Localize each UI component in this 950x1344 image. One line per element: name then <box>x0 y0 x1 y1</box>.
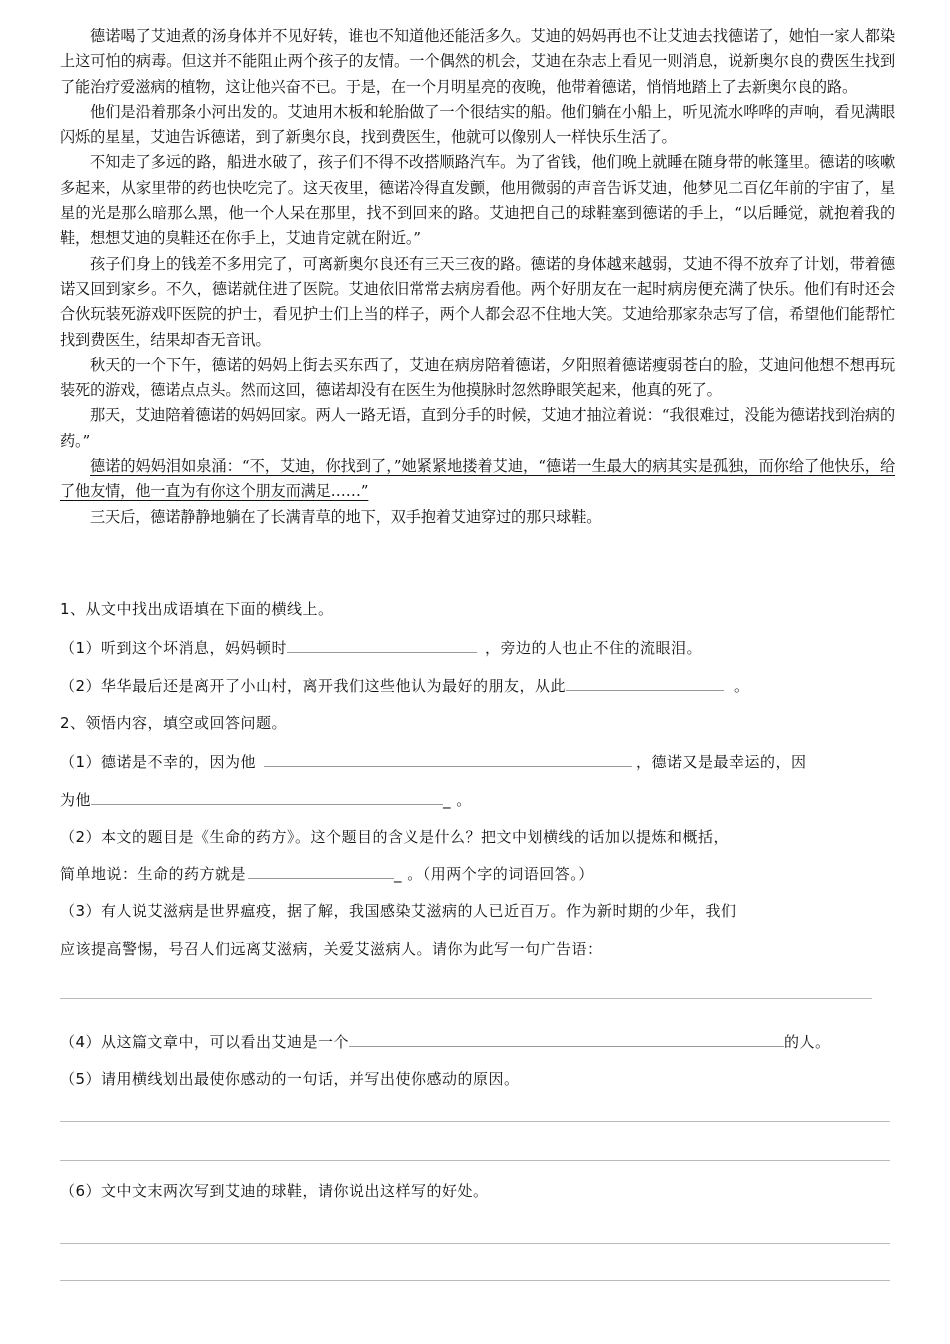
question-2-4-text-b: 的人。 <box>784 1033 831 1051</box>
answer-blank-2-1-b[interactable] <box>91 788 443 805</box>
question-2-1-text-c: 为他 <box>60 791 92 809</box>
answer-line-2-3[interactable] <box>60 998 872 999</box>
question-1-2-text-b: 。 <box>734 677 750 695</box>
question-1-title: 1、从文中找出成语填在下面的横线上。 <box>60 600 334 618</box>
question-2-1-line-2 <box>60 788 472 810</box>
answer-blank-1-2[interactable] <box>566 674 724 691</box>
question-2-1-line-1 <box>60 750 807 772</box>
question-1-2 <box>60 674 750 696</box>
question-1-1-text-b: ，旁边的人也止不住的流眼泪。 <box>485 639 703 657</box>
passage-paragraph-2: 他们是沿着那条小河出发的。艾迪用木板和轮胎做了一个很结实的船。他们躺在小船上，听见流水哗哗的声响，看见满眼闪烁的星星，艾迪告诉德诺，到了新奥尔良，找到费医生，他就可以像别人一样快乐生活了。 <box>60 102 895 147</box>
answer-line-2-5-a[interactable] <box>60 1121 890 1122</box>
question-1-2-text-a: （2）华华最后还是离开了小山村，离开我们这些他认为最好的朋友，从此 <box>60 677 567 695</box>
answer-blank-1-1[interactable] <box>287 636 477 653</box>
passage-paragraph-6: 那天，艾迪陪着德诺的妈妈回家。两人一路无语，直到分手的时候，艾迪才抽泣着说：“我很难过，没能为德诺找到治病的药。” <box>60 406 895 450</box>
passage-paragraph-4: 孩子们身上的钱差不多用完了，可离新奥尔良还有三天三夜的路。德诺的身体越来越弱，艾迪不得不放弃了计划，带着德诺又回到家乡。不久，德诺就住进了医院。艾迪依旧常常去病房看他。两个好朋友在一起时病房便充满了快乐。他们有时还会合伙玩装死游戏吓医院的护士，看见护士们上当的样子，两个人都会忍不住地大笑。艾迪给那家杂志写了信，希望他们能帮忙找到费医生，结果却杳无音讯。 <box>60 254 895 349</box>
question-2-6: （6）文中文末两次写到艾迪的球鞋，请你说出这样写的好处。 <box>60 1182 489 1200</box>
answer-line-2-5-b[interactable] <box>60 1160 890 1161</box>
passage-paragraph-underlined <box>60 454 895 505</box>
question-2-2-line-2 <box>60 862 594 884</box>
answer-blank-2-1-a[interactable] <box>264 750 632 767</box>
reading-passage <box>60 24 895 530</box>
answer-line-2-6-b[interactable] <box>60 1280 890 1281</box>
answer-blank-2-4[interactable] <box>349 1030 784 1047</box>
answer-blank-2-2[interactable] <box>248 862 394 879</box>
question-2-1-text-d: _ 。 <box>443 791 472 809</box>
question-2-4 <box>60 1030 831 1052</box>
passage-paragraph-5: 秋天的一个下午，德诺的妈妈上街去买东西了，艾迪在病房陪着德诺，夕阳照着德诺瘦弱苍白的脸，艾迪问他想不想再玩装死的游戏，德诺点点头。然而这回，德诺却没有在医生为他摸脉时忽然睁眼笑起来，他真的死了。 <box>60 355 895 400</box>
passage-paragraph-3: 不知走了多远的路，船进水破了，孩子们不得不改搭顺路汽车。为了省钱，他们晚上就睡在随身带的帐篷里。德诺的咳嗽多起来，从家里带的药也快吃完了。这天夜里，德诺冷得直发颤，他用微弱的声音告诉艾迪，他梦见二百亿年前的宇宙了，星星的光是那么暗那么黑，他一个人呆在那里，找不到回来的路。艾迪把自己的球鞋塞到德诺的手上，“以后睡觉，就抱着我的鞋，想想艾迪的臭鞋还在你手上，艾迪肯定就在附近。” <box>60 153 895 248</box>
underlined-sentence: 德诺的妈妈泪如泉涌：“不，艾迪，你找到了，”她紧紧地搂着艾迪，“德诺一生最大的病其实是孤独，而你给了他快乐，给了他友情，他一直为有你这个朋友而满足……” <box>60 457 895 501</box>
question-1-1 <box>60 636 702 658</box>
question-2-3-line-2: 应该提高警惕，号召人们远离艾滋病，关爱艾滋病人。请你为此写一句广告语： <box>60 940 603 958</box>
question-2-3-line-1: （3）有人说艾滋病是世界瘟疫，据了解，我国感染艾滋病的人已近百万。作为新时期的少年，我们 <box>60 902 737 920</box>
question-2-4-text-a: （4）从这篇文章中，可以看出艾迪是一个 <box>60 1033 350 1051</box>
question-2-1-text-b: ，德诺又是最幸运的，因 <box>636 753 807 771</box>
answer-line-2-6-a[interactable] <box>60 1243 890 1244</box>
passage-paragraph-8: 三天后，德诺静静地躺在了长满青草的地下，双手抱着艾迪穿过的那只球鞋。 <box>90 507 602 526</box>
question-2-2-text-c: _ 。（用两个字的词语回答。） <box>394 865 594 883</box>
question-2-2-line-1: （2）本文的题目是《生命的药方》。这个题目的含义是什么？把文中划横线的话加以提炼和概括， <box>60 828 730 846</box>
question-2-title: 2、领悟内容，填空或回答问题。 <box>60 714 288 732</box>
passage-paragraph-1: 德诺喝了艾迪煮的汤身体并不见好转，谁也不知道他还能活多久。艾迪的妈妈再也不让艾迪去找德诺了，她怕一家人都染上这可怕的病毒。但这并不能阻止两个孩子的友情。一个偶然的机会，艾迪在杂志上看见一则消息，说新奥尔良的费医生找到了能治疗爱滋病的植物，这让他兴奋不已。于是，在一个月明星亮的夜晚，他带着德诺，悄悄地踏上了去新奥尔良的路。 <box>60 27 895 96</box>
question-2-5: （5）请用横线划出最使你感动的一句话，并写出使你感动的原因。 <box>60 1070 520 1088</box>
question-1-1-text-a: （1）听到这个坏消息，妈妈顿时 <box>60 639 288 657</box>
question-2-2-text-b: 简单地说：生命的药方就是 <box>60 865 247 883</box>
question-2-1-text-a: （1）德诺是不幸的，因为他 <box>60 753 257 771</box>
